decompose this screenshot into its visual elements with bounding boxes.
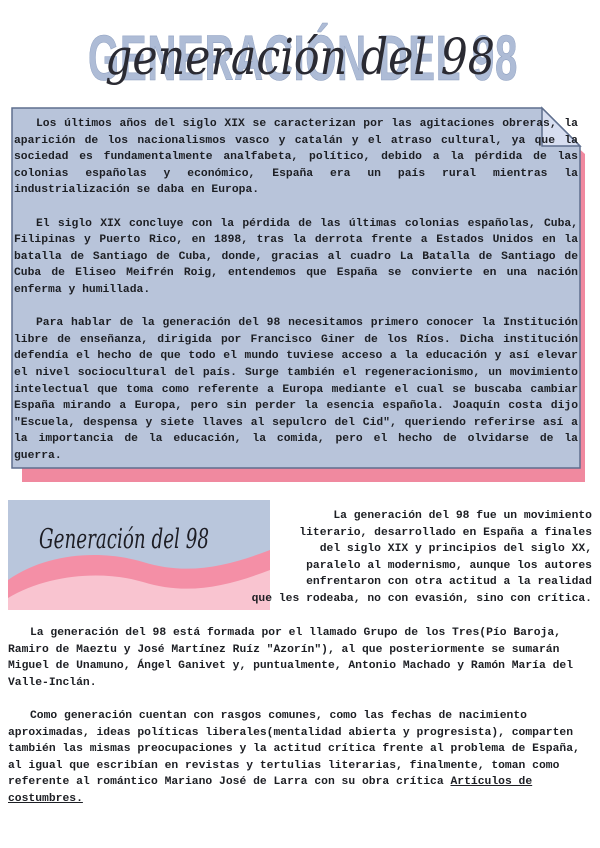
intro-line: que les rodeaba, no con evasión, sino con crítica. [251,592,592,605]
card-paragraph: Los últimos años del siglo XIX se caracterizan por las agitaciones obreras, la aparición de los nacionalismos vasco y catalán y el atraso cultural, ya que la sociedad es fundamentalmente analfabeta, político, debido a la pérdida de las colonias españolas y económico, España era un país rural mientras la industrialización se daba en Europa. [14,118,578,197]
intro-line: del siglo XIX y principios del siglo XX, [319,543,592,556]
intro-line: paralelo al modernismo, aunque los autores [306,559,592,572]
card-paragraph: Para hablar de la generación del 98 necesitamos primero conocer la Institución libre de enseñanza, dirigida por Francisco Giner de los Ríos. Dicha institución defendía el hecho de que todo el mundo tuviese acceso a la educación y así elevar el nivel sociocultural del país. Surge también el regeneracionismo, un movimiento intelectual que toma como referente a Europa mediante el cual se buscaba cambiar España mirando a Europa, pero sin perder la esencia española. Joaquín costa dijo "Escuela, despensa y siete llaves al sepulcro del Cid", queriendo referirse así a la importancia de la educación, la comida, pero el hecho de olvidarse de la guerra. [14,317,578,462]
intro-text [228,508,592,608]
intro-line: literario, desarrollado en España a finales [299,526,592,539]
intro-card [10,106,587,484]
card-text [14,116,578,464]
block-title: GENERACIÓN DEL 98 [88,22,518,94]
body-paragraph-2 [8,708,584,808]
card-paragraph: El siglo XIX concluye con la pérdida de las últimas colonias españolas, Cuba, Filipinas y Puerto Rico, en 1898, tras la derrota frente a Estados Unidos en la batalla de Santiago de Cuba, donde, gracias al cuadro La Batalla de Santiago de Cuba de Eliseo Meifrén Roig, entendemos que España se convierte en una nación enferma y humillada. [14,217,578,296]
intro-line: La generación del 98 fue un movimiento [333,510,592,522]
body-paragraph-1 [8,625,584,691]
banner-title: Generación del 98 [39,524,209,555]
paragraph-text: La generación del 98 está formada por el llamado Grupo de los Tres(Pío Baroja, Ramiro de Maeztu y José Martínez Ruíz "Azorín"), al que posteriormente se sumarán Miguel de Unamuno, Ángel Ganivet y, puntualmente, Antonio Machado y Ramón María del Valle-Inclán. [8,627,574,689]
paragraph-text [8,708,584,808]
intro-line: enfrentaron con otra actitud a la realidad [306,576,592,589]
work-title: Artículos de costumbres. [8,776,533,805]
title-art [0,8,600,100]
paragraph-body: Como generación cuentan con rasgos comunes, como las fechas de nacimiento aproximadas, ideas políticas liberales(mentalidad abierta y progresista), comparten también las mismas preocupaciones y la actitud crítica frente al problema de España, al igual que escribían en revistas y tertulias literarias, finalmente, toman como referente al romántico Mariano José de Larra con su obra crítica [8,710,580,789]
script-title: generación del 98 [105,28,495,86]
page-title [0,8,600,100]
